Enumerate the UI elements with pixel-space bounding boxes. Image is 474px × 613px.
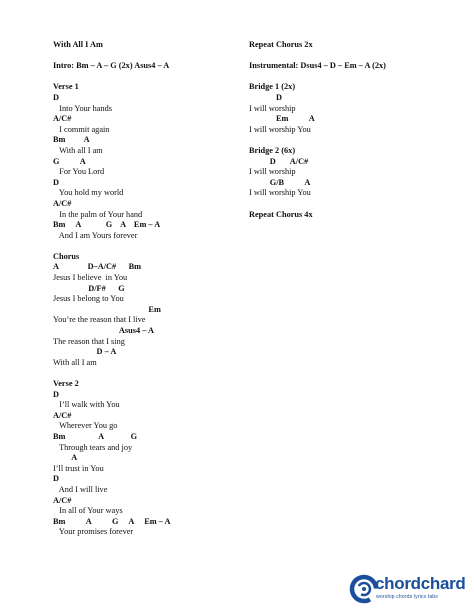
chord-line: A/C# [53,198,72,208]
lyric-line: I will worship [249,103,296,113]
chord-line: Bm A G [53,431,138,441]
lyric-line: In all of Your ways [53,506,123,516]
song-title: With All I Am [53,40,103,49]
chord-line: Em [53,304,161,314]
lyric-line: I’ll trust in You [53,463,104,473]
lyric-line: Wherever You go [53,421,118,431]
chordchard-logo [349,572,466,608]
chord-line: A [53,453,78,463]
bridge1-heading: Bridge 1 (2x) [249,82,296,92]
chord-line: Em A [249,114,315,124]
lyric-line: You hold my world [53,188,124,198]
chord-line: A/C# [53,114,72,124]
chord-line: D A/C# [249,156,309,166]
lyric-line: I will worship You [249,124,311,134]
lyric-line: Your promises forever [53,527,134,537]
lyric-line: Through tears and joy [53,442,133,452]
chord-line: G A [53,156,86,166]
bridge2-heading: Bridge 2 (6x) [249,145,296,155]
lyric-line: In the palm of Your hand [53,209,143,219]
lyric-line: For You Lord [53,167,105,177]
chorus-heading: Chorus [53,251,80,261]
chord-line: D [53,389,59,399]
lyric-line: You’re the reason that I live [53,315,146,325]
chord-line: Bm A [53,135,90,145]
lyric-line: And I am Yours forever [53,230,138,240]
chordchard-logo-name: chordchard [375,574,466,593]
lyric-line: I will worship [249,167,296,177]
chord-line: G/B A [249,177,311,187]
lyric-line: With all I am [53,357,97,367]
verse1-heading: Verse 1 [53,82,79,92]
chord-line: A/C# [53,410,72,420]
chord-line: D [53,92,59,102]
verse2-heading: Verse 2 [53,379,79,388]
chord-line: D/F# G [53,283,125,293]
chord-line: Bm A G A Em – A [53,516,171,526]
repeat-chorus-2x: Repeat Chorus 2x [249,40,313,49]
chord-line: Asus4 – A [53,326,154,336]
left-column [53,40,243,538]
chord-line: Bm A G A Em – A [53,220,161,230]
chordchard-logo-tagline: worship chords lyrics tabs [376,594,438,600]
intro-line: Intro: Bm – A – G (2x) Asus4 – A [53,61,170,71]
lyric-line: I commit again [53,124,110,134]
lyric-line: Into Your hands [53,103,113,113]
lyric-line: I’ll walk with You [53,400,120,410]
lyric-line: I will worship You [249,188,311,198]
lyric-line: Jesus I believe in You [53,273,128,283]
repeat-chorus-4x: Repeat Chorus 4x [249,209,313,219]
lyric-line: Jesus I belong to You [53,294,124,304]
chord-line: D [53,474,59,484]
lyric-line: The reason that I sing [53,336,125,346]
chord-line: A D–A/C# Bm [53,262,142,272]
lyric-line: With all I am [53,145,103,155]
lyric-line: And I will live [53,484,108,494]
chord-line: D – A [53,347,117,357]
chord-line: A/C# [53,495,72,505]
chord-line: D [249,92,282,102]
instrumental-line: Instrumental: Dsus4 – D – Em – A (2x) [249,61,386,71]
chord-line: D [53,177,59,187]
right-column [249,40,459,220]
